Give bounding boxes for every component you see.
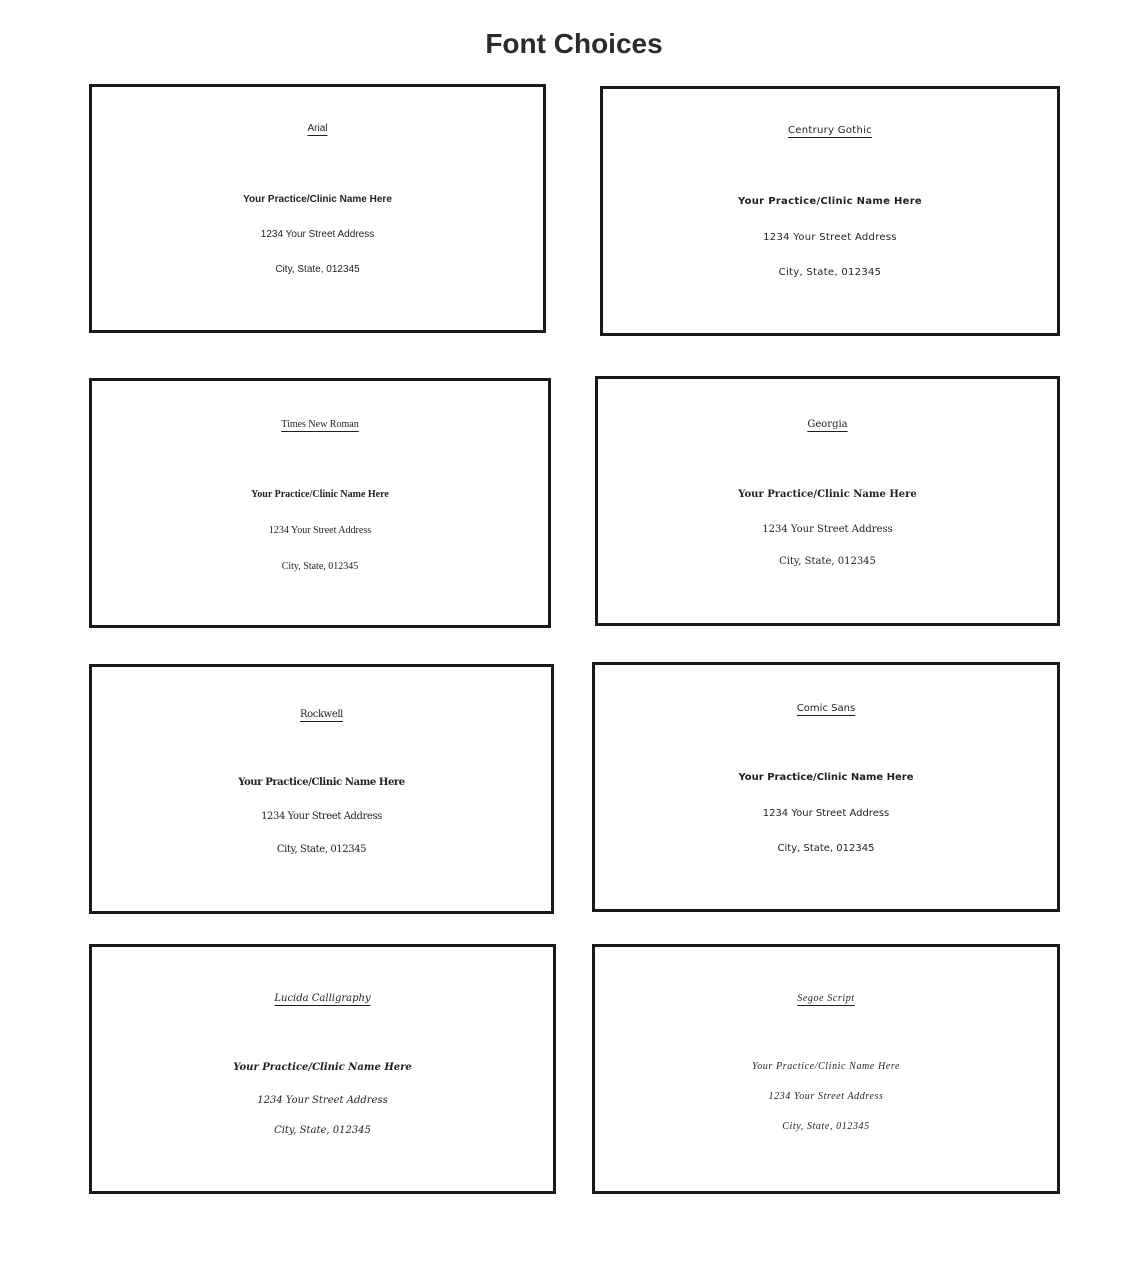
street-address: 1234 Your Street Address [762,808,890,819]
font-card-century-gothic[interactable] [600,86,1060,336]
practice-name: Your Practice/Clinic Name Here [738,489,917,500]
street-address: 1234 Your Street Address [261,811,382,822]
city-state-zip: City, State, 012345 [778,267,882,278]
font-card-arial[interactable] [89,84,546,333]
practice-name: Your Practice/Clinic Name Here [243,194,392,205]
font-card-segoe-script[interactable] [592,944,1060,1194]
practice-name: Your Practice/Clinic Name Here [738,772,914,783]
practice-name: Your Practice/Clinic Name Here [238,777,405,788]
city-state-zip: City, State, 012345 [276,844,367,855]
practice-name: Your Practice/Clinic Name Here [737,196,923,207]
street-address: 1234 Your Street Address [257,1095,388,1106]
font-card-lucida-calligraphy[interactable] [89,944,556,1194]
font-name: Arial [307,123,328,134]
city-state-zip: City, State, 012345 [281,561,359,572]
font-name: Lucida Calligraphy [274,993,371,1004]
street-address: 1234 Your Street Address [763,232,897,243]
city-state-zip: City, State, 012345 [275,264,360,275]
page-title: Font Choices [485,28,663,59]
practice-name: Your Practice/Clinic Name Here [751,1061,901,1072]
font-name: Georgia [807,419,848,430]
font-card-times-new-roman[interactable] [89,378,551,628]
font-card-georgia[interactable] [595,376,1060,626]
font-name: Segoe Script [797,993,855,1004]
font-card-comic-sans[interactable] [592,662,1060,912]
font-name: Rockwell [300,709,343,720]
street-address: 1234 Your Street Address [768,1091,884,1102]
practice-name: Your Practice/Clinic Name Here [251,489,389,500]
city-state-zip: City, State, 012345 [777,843,875,854]
street-address: 1234 Your Street Address [762,524,893,535]
city-state-zip: City, State, 012345 [782,1121,870,1132]
street-address: 1234 Your Street Address [260,229,375,240]
font-name: Times New Roman [281,419,359,430]
street-address: 1234 Your Street Address [268,525,372,536]
font-name: Comic Sans [796,703,856,714]
city-state-zip: City, State, 012345 [779,556,876,567]
city-state-zip: City, State, 012345 [274,1125,371,1136]
font-card-rockwell[interactable] [89,664,554,914]
practice-name: Your Practice/Clinic Name Here [233,1062,412,1073]
font-name: Centrury Gothic [788,125,872,136]
